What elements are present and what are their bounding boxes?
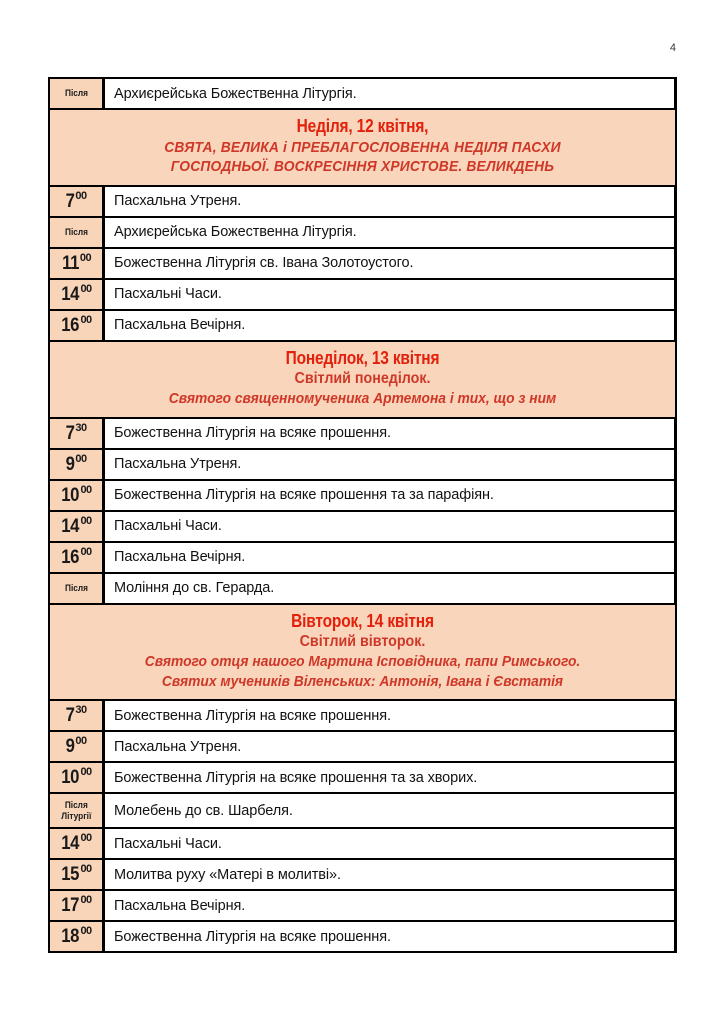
page-number: 4 bbox=[669, 42, 676, 54]
schedule-row bbox=[50, 732, 675, 763]
schedule-description-cell: Божественна Літургія на всяке прошення та за парафіян. bbox=[105, 481, 675, 510]
schedule-description-cell: Моління до св. Герарда. bbox=[105, 574, 675, 603]
time-minutes: 00 bbox=[75, 189, 87, 202]
time-label: Після bbox=[64, 582, 88, 593]
time-minutes: 00 bbox=[80, 832, 92, 845]
schedule-time-cell bbox=[50, 922, 105, 951]
time-minutes: 00 bbox=[80, 545, 92, 558]
time-hour: 7 bbox=[65, 190, 75, 212]
schedule-description-cell: Божественна Літургія на всяке прошення. bbox=[105, 419, 675, 448]
time-hour: 9 bbox=[65, 453, 75, 475]
time-hour: 10 bbox=[61, 767, 80, 789]
day-heading-subtitle: Світлий понеділок. bbox=[294, 370, 431, 387]
time-minutes: 00 bbox=[80, 282, 92, 295]
schedule-time-cell bbox=[50, 218, 105, 247]
schedule-description-cell: Пасхальна Вечірня. bbox=[105, 543, 675, 572]
day-heading-subtitle: Святого отця нашого Мартина Ісповідника, папи Римського. bbox=[144, 653, 581, 671]
schedule-time-cell bbox=[50, 543, 105, 572]
schedule-time-cell bbox=[50, 249, 105, 278]
schedule-row bbox=[50, 701, 675, 732]
schedule-row bbox=[50, 311, 675, 342]
time-hour: 14 bbox=[61, 515, 80, 537]
time-hour: 15 bbox=[61, 864, 80, 886]
time-hour: 10 bbox=[61, 484, 80, 506]
schedule-time-cell bbox=[50, 860, 105, 889]
schedule-row bbox=[50, 891, 675, 922]
schedule-row bbox=[50, 763, 675, 794]
schedule-description-cell: Пасхальні Часи. bbox=[105, 829, 675, 858]
schedule-description-cell: Архиєрейська Божественна Літургія. bbox=[105, 218, 675, 247]
time-minutes: 00 bbox=[80, 766, 92, 779]
schedule-row bbox=[50, 218, 675, 249]
time-minutes: 00 bbox=[80, 894, 92, 907]
day-heading-title: Понеділок, 13 квітня bbox=[285, 347, 440, 368]
schedule-time-cell bbox=[50, 187, 105, 216]
time-minutes: 00 bbox=[79, 251, 92, 264]
day-heading-subtitle: Святих мучеників Віленських: Антонія, Івана і Євстатія bbox=[161, 672, 564, 690]
schedule-row bbox=[50, 574, 675, 605]
schedule-time-cell bbox=[50, 829, 105, 858]
schedule-row bbox=[50, 280, 675, 311]
schedule-row bbox=[50, 419, 675, 450]
schedule-time-cell bbox=[50, 512, 105, 541]
schedule-description-cell: Пасхальна Вечірня. bbox=[105, 891, 675, 920]
schedule-description-cell: Пасхальна Вечірня. bbox=[105, 311, 675, 340]
schedule-row bbox=[50, 922, 675, 951]
schedule-row bbox=[50, 512, 675, 543]
schedule-time-cell bbox=[50, 79, 105, 108]
day-heading-subtitle: СВЯТА, ВЕЛИКА і ПРЕБЛАГОСЛОВЕННА НЕДІЛЯ ПАСХИ bbox=[164, 138, 561, 156]
schedule-description-cell: Пасхальні Часи. bbox=[105, 512, 675, 541]
schedule-row bbox=[50, 829, 675, 860]
day-heading-title: Неділя, 12 квітня, bbox=[296, 116, 429, 136]
time-hour: 18 bbox=[61, 926, 80, 948]
time-hour: 9 bbox=[65, 736, 75, 758]
time-minutes: 00 bbox=[80, 514, 92, 527]
schedule-time-cell bbox=[50, 732, 105, 761]
schedule-description-cell: Молебень до св. Шарбеля. bbox=[105, 794, 675, 827]
schedule-description-cell: Пасхальна Утреня. bbox=[105, 450, 675, 479]
day-heading-title: Вівторок, 14 квітня bbox=[291, 610, 434, 631]
schedule-row bbox=[50, 860, 675, 891]
day-heading-block bbox=[50, 605, 675, 702]
schedule-description-cell: Божественна Літургія на всяке прошення. bbox=[105, 701, 675, 730]
schedule-description-cell: Пасхальна Утреня. bbox=[105, 732, 675, 761]
time-minutes: 00 bbox=[80, 313, 92, 326]
time-hour: 17 bbox=[61, 895, 80, 917]
schedule-time-cell bbox=[50, 763, 105, 792]
schedule-row bbox=[50, 543, 675, 574]
time-hour: 7 bbox=[65, 705, 75, 727]
time-hour: 16 bbox=[61, 546, 80, 568]
schedule-time-cell bbox=[50, 701, 105, 730]
schedule-time-cell bbox=[50, 481, 105, 510]
schedule-row bbox=[50, 481, 675, 512]
day-heading-subtitle: ГОСПОДНЬОЇ. ВОСКРЕСІННЯ ХРИСТОВЕ. ВЕЛИКДЕНЬ bbox=[170, 158, 555, 175]
time-label: Після bbox=[64, 88, 88, 99]
schedule-time-cell bbox=[50, 574, 105, 603]
time-minutes: 30 bbox=[75, 704, 87, 717]
time-minutes: 00 bbox=[80, 925, 92, 938]
time-minutes: 00 bbox=[75, 735, 87, 748]
schedule-description-cell: Божественна Літургія на всяке прошення та за хворих. bbox=[105, 763, 675, 792]
schedule-description-cell: Пасхальна Утреня. bbox=[105, 187, 675, 216]
schedule-description-cell: Архиєрейська Божественна Літургія. bbox=[105, 79, 675, 108]
time-minutes: 00 bbox=[75, 452, 87, 465]
schedule-time-cell bbox=[50, 794, 105, 827]
time-hour: 16 bbox=[61, 314, 80, 336]
schedule-time-cell bbox=[50, 311, 105, 340]
day-heading-block bbox=[50, 110, 675, 187]
day-heading-subtitle: Світлий вівторок. bbox=[299, 633, 426, 651]
day-heading-subtitle: Святого священномученика Артемона і тих, що з ним bbox=[168, 390, 557, 408]
schedule-time-cell bbox=[50, 891, 105, 920]
schedule-time-cell bbox=[50, 280, 105, 309]
schedule-row bbox=[50, 249, 675, 280]
time-hour: 14 bbox=[61, 283, 80, 305]
schedule-description-cell: Молитва руху «Матері в молитві». bbox=[105, 860, 675, 889]
time-hour: 7 bbox=[65, 422, 75, 444]
day-heading-block bbox=[50, 342, 675, 419]
schedule-row bbox=[50, 187, 675, 218]
schedule-row bbox=[50, 450, 675, 481]
schedule-time-cell bbox=[50, 450, 105, 479]
time-label: Після Літургії bbox=[60, 800, 92, 821]
schedule-row bbox=[50, 794, 675, 829]
time-minutes: 30 bbox=[75, 421, 87, 434]
time-label: Після bbox=[64, 226, 88, 237]
time-hour: 11 bbox=[61, 252, 79, 274]
schedule-time-cell bbox=[50, 419, 105, 448]
time-minutes: 00 bbox=[80, 863, 92, 876]
schedule-description-cell: Божественна Літургія на всяке прошення. bbox=[105, 922, 675, 951]
time-minutes: 00 bbox=[80, 483, 92, 496]
schedule-row bbox=[50, 79, 675, 110]
time-hour: 14 bbox=[61, 833, 80, 855]
schedule-description-cell: Пасхальні Часи. bbox=[105, 280, 675, 309]
schedule-description-cell: Божественна Літургія св. Івана Золотоустого. bbox=[105, 249, 675, 278]
liturgy-schedule-table bbox=[48, 77, 677, 953]
